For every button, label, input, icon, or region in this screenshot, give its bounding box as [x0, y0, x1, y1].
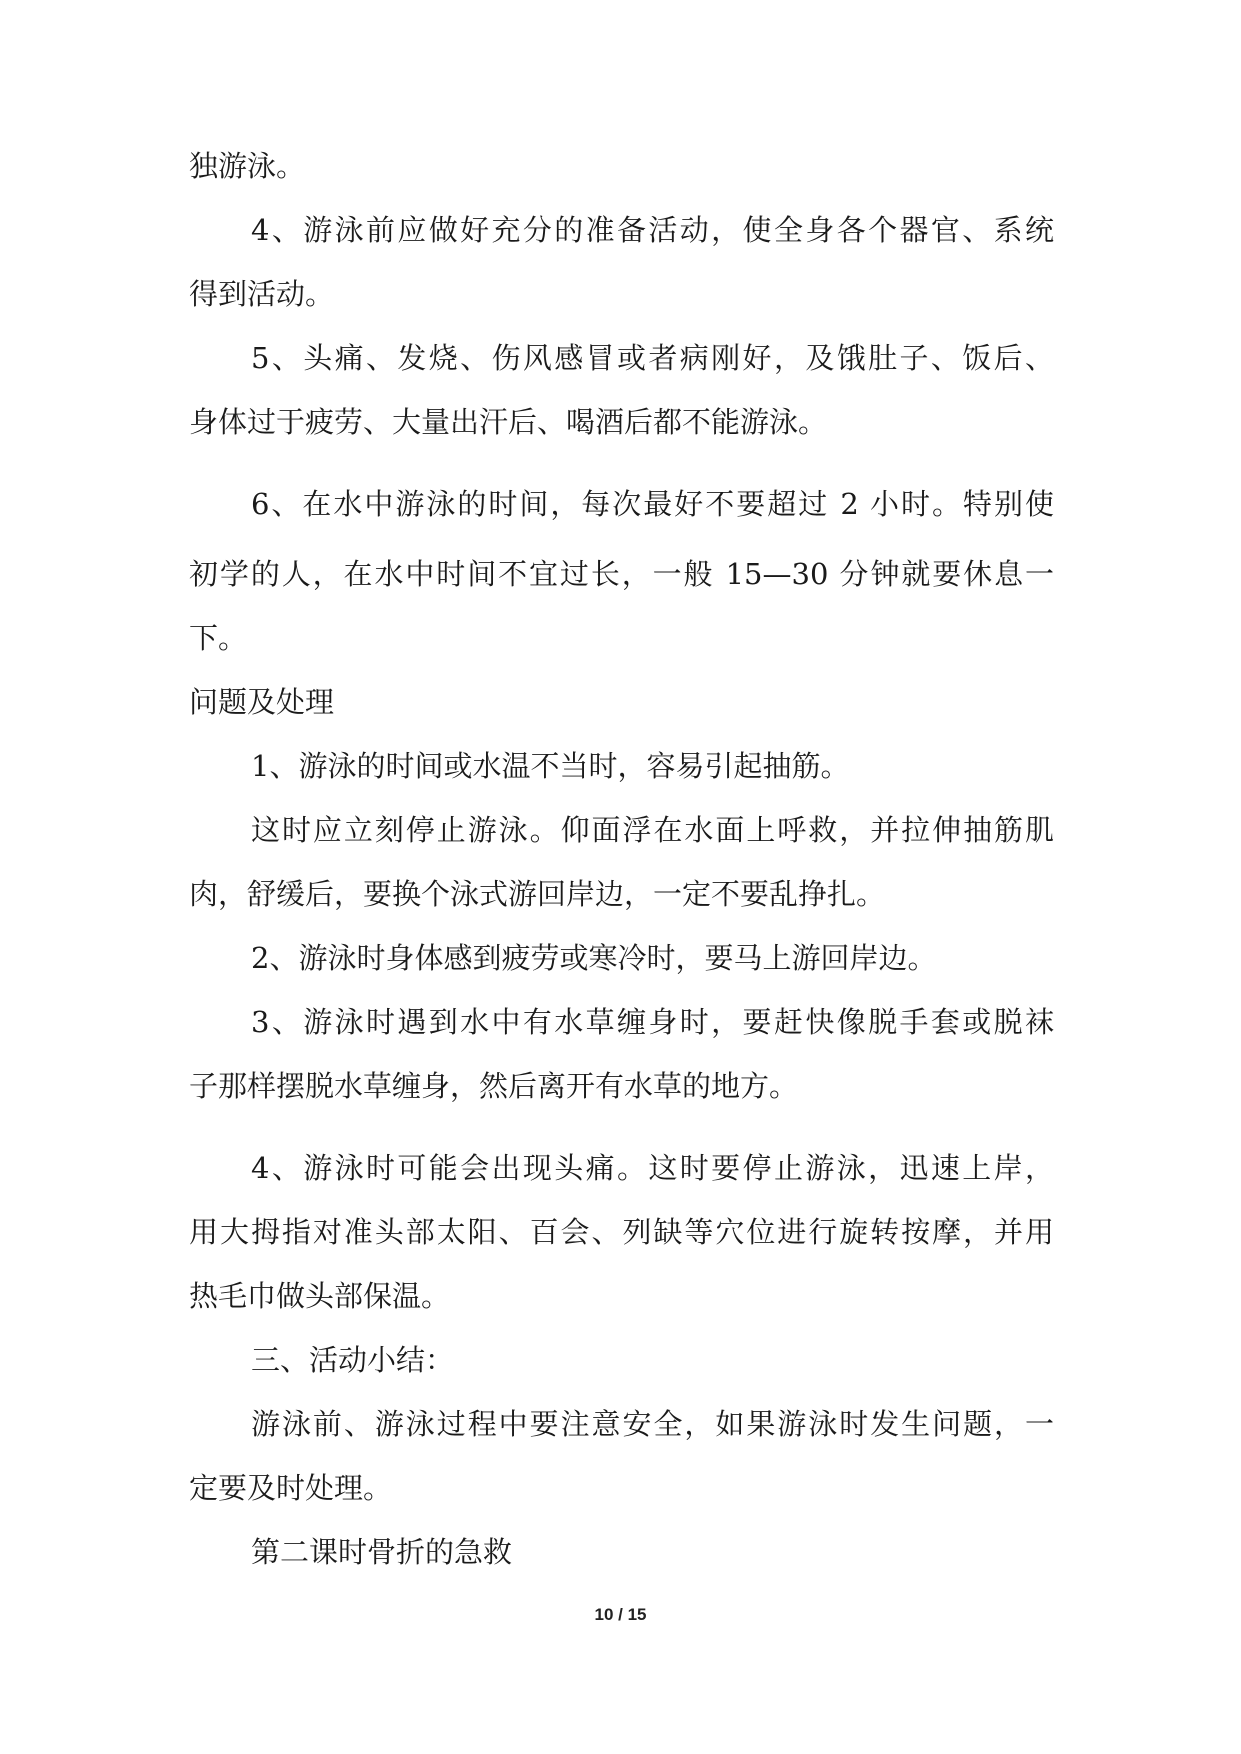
text-line: 子那样摆脱水草缠身，然后离开有水草的地方。	[189, 1069, 799, 1103]
text-line: 3、游泳时遇到水中有水草缠身时，要赶快像脱手套或脱袜	[251, 1005, 1054, 1039]
section-heading: 三、活动小结：	[251, 1343, 455, 1377]
text-line: 用大拇指对准头部太阳、百会、列缺等穴位进行旋转按摩，并用	[189, 1215, 1054, 1249]
text-line: 4、游泳时可能会出现头痛。这时要停止游泳，迅速上岸，	[251, 1151, 1054, 1185]
text-line: 肉，舒缓后，要换个泳式游回岸边，一定不要乱挣扎。	[189, 877, 886, 911]
page-number: 10 / 15	[594, 1605, 647, 1624]
text-line: 下。	[189, 621, 248, 655]
text-line: 定要及时处理。	[189, 1471, 393, 1505]
text-line: 2、游泳时身体感到疲劳或寒冷时，要马上游回岸边。	[251, 941, 937, 975]
text-line: 初学的人，在水中时间不宜过长，一般 15—30 分钟就要休息一	[189, 557, 1054, 591]
text-line: 游泳前、游泳过程中要注意安全，如果游泳时发生问题，一	[251, 1407, 1054, 1441]
text-line: 得到活动。	[189, 277, 335, 311]
text-line: 热毛巾做头部保温。	[189, 1279, 451, 1313]
text-line: 1、游泳的时间或水温不当时，容易引起抽筋。	[251, 749, 850, 783]
text-line: 5、头痛、发烧、伤风感冒或者病刚好，及饿肚子、饭后、	[251, 341, 1054, 375]
section-heading: 问题及处理	[189, 685, 335, 719]
text-line: 4、游泳前应做好充分的准备活动，使全身各个器官、系统	[251, 213, 1054, 247]
text-line: 身体过于疲劳、大量出汗后、喝酒后都不能游泳。	[189, 405, 828, 439]
section-heading: 第二课时骨折的急救	[251, 1535, 513, 1569]
text-line: 这时应立刻停止游泳。仰面浮在水面上呼救，并拉伸抽筋肌	[251, 813, 1054, 847]
text-line: 6、在水中游泳的时间，每次最好不要超过 2 小时。特别使	[251, 487, 1054, 521]
text-line: 独游泳。	[189, 149, 306, 183]
